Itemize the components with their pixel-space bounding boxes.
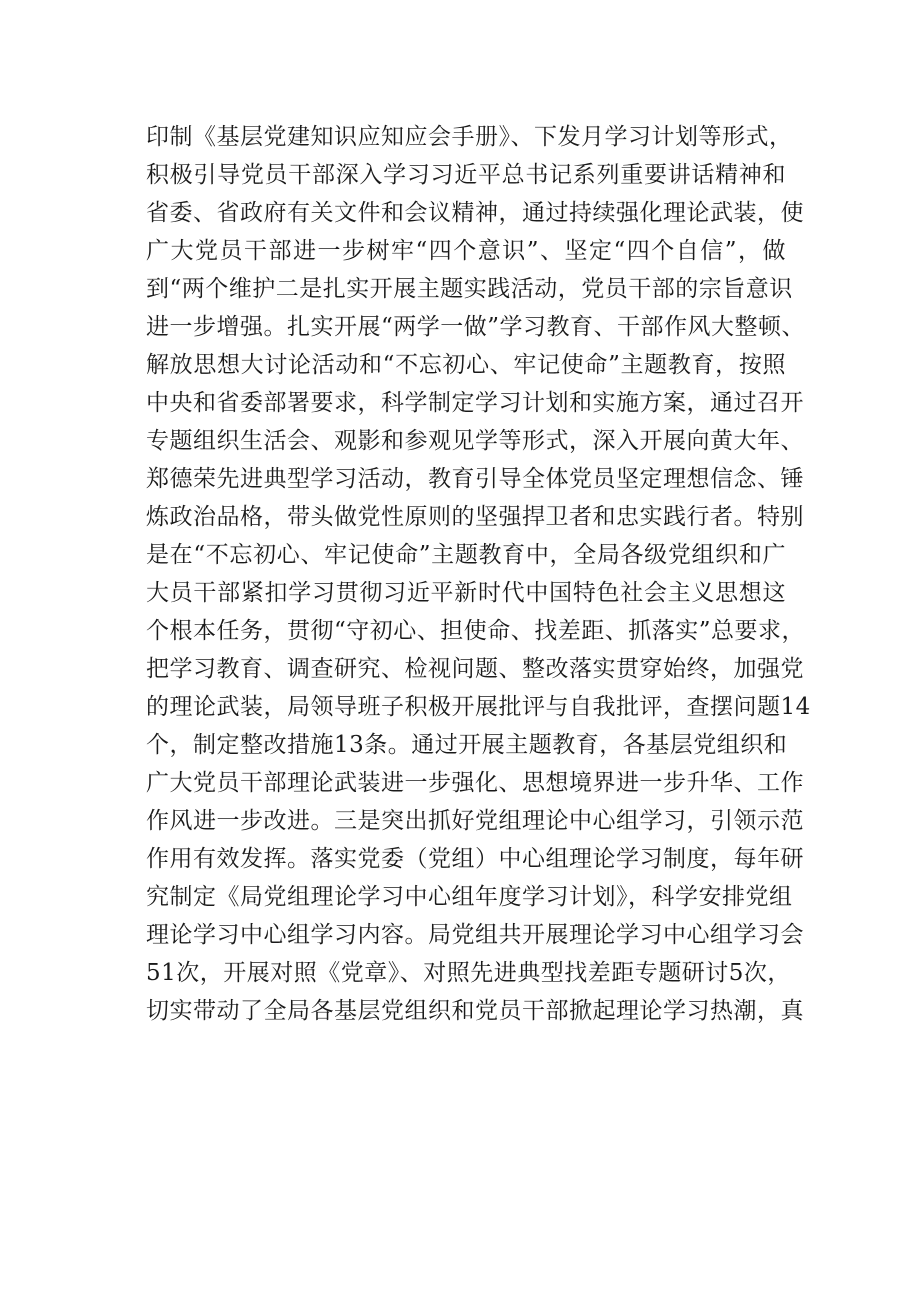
text-line: 是在“不忘初心、牢记使命”主题教育中，全局各级党组织和广	[146, 542, 786, 568]
text-line: 进一步增强。扎实开展“两学一做”学习教育、干部作风大整顿、	[146, 314, 806, 340]
text-line: 解放思想大讨论活动和“不忘初心、牢记使命”主题教育，按照	[146, 352, 786, 378]
text-line: 作风进一步改进。三是突出抓好党组理论中心组学习，引领示范	[146, 808, 804, 834]
text-line: 广大党员干部理论武装进一步强化、思想境界进一步升华、工作	[146, 770, 804, 796]
text-line: 印制《基层党建知识应知应会手册》、下发月学习计划等形式，	[146, 124, 793, 150]
text-line: 个，制定整改措施13条。通过开展主题教育，各基层党组织和	[146, 732, 788, 758]
text-line: 省委、省政府有关文件和会议精神，通过持续强化理论武装，使	[146, 200, 804, 226]
text-line: 理论学习中心组学习内容。局党组共开展理论学习中心组学习会	[146, 922, 804, 948]
text-line: 积极引导党员干部深入学习习近平总书记系列重要讲话精神和	[146, 162, 786, 188]
text-line: 炼政治品格，带头做党性原则的坚强捍卫者和忠实践行者。特别	[146, 504, 804, 530]
text-line: 切实带动了全局各基层党组织和党员干部掀起理论学习热潮，真	[146, 998, 804, 1024]
text-line: 专题组织生活会、观影和参观见学等形式，深入开展向黄大年、	[146, 428, 804, 454]
body-paragraph	[146, 118, 811, 1030]
text-line: 广大党员干部进一步树牢“四个意识”、坚定“四个自信”，做	[146, 238, 786, 264]
text-line: 个根本任务，贯彻“守初心、担使命、找差距、抓落实”总要求，	[146, 618, 806, 644]
text-line: 究制定《局党组理论学习中心组年度学习计划》，科学安排党组	[146, 884, 793, 910]
text-line: 作用有效发挥。落实党委（党组）中心组理论学习制度，每年研	[146, 846, 804, 872]
text-line: 51次，开展对照《党章》、对照先进典型找差距专题研讨5次，	[146, 960, 791, 986]
text-line: 到“两个维护二是扎实开展主题实践活动，党员干部的宗旨意识	[146, 276, 793, 302]
text-line: 郑德荣先进典型学习活动，教育引导全体党员坚定理想信念、锤	[146, 466, 804, 492]
text-line: 大员干部紧扣学习贯彻习近平新时代中国特色社会主义思想这	[146, 580, 786, 606]
text-line: 的理论武装，局领导班子积极开展批评与自我批评，查摆问题14	[146, 694, 811, 720]
text-line: 把学习教育、调查研究、检视问题、整改落实贯穿始终，加强党	[146, 656, 804, 682]
text-line: 中央和省委部署要求，科学制定学习计划和实施方案，通过召开	[146, 390, 804, 416]
